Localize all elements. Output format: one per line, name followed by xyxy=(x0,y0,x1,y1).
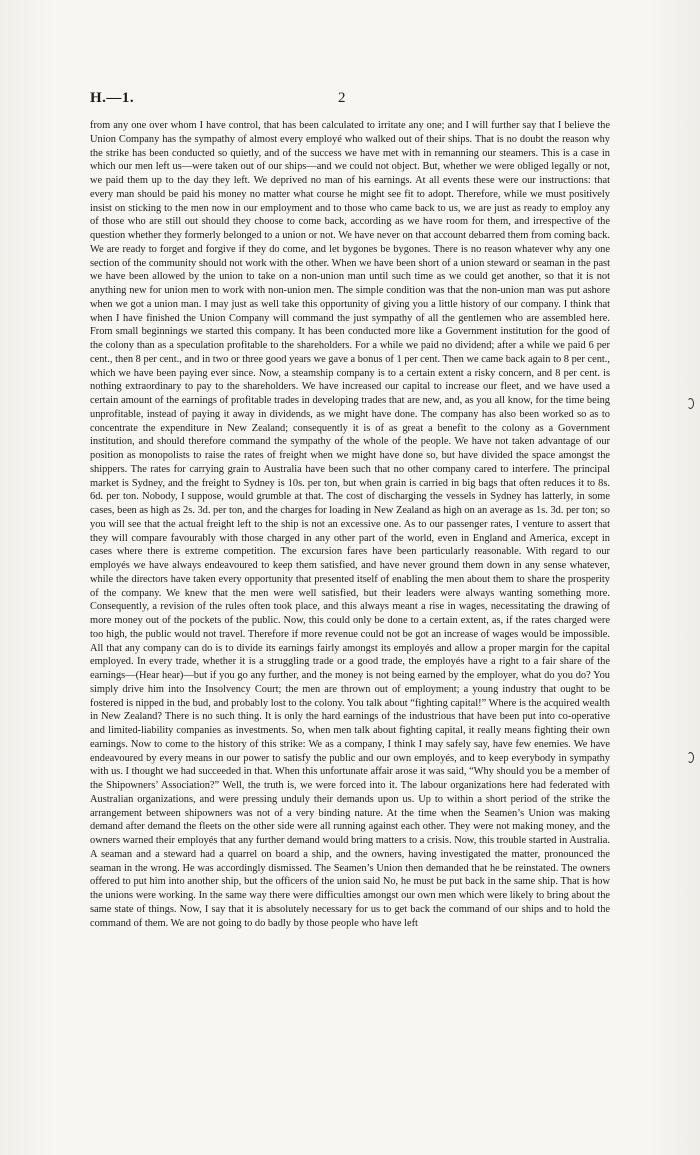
body-text xyxy=(90,119,610,930)
binding-hole-mark xyxy=(687,398,694,409)
document-reference: H.—1. xyxy=(90,90,135,106)
body-paragraph: from any one over whom I have control, that has been calculated to irritate any one; and I will further say that I believe the Union Company has the sympathy of almost every employé who walked out of their ships. That is no doubt the reason why the strike has been conducted so quietly, and of the success we have met with in remanning our steamers. This is a case in which our men left us—were taken out of our ships—and we could not object. But, whether we were obliged legally or not, we paid them up to the day they left. We deprived no man of his earnings. At all events these were our instructions: that every man should be paid his money no matter what course he might see fit to adopt. Therefore, while we must positively insist on sticking to the men now in our employment and to those who came back to us, we are just as ready to employ any of those who are still out should they choose to come back, according as we have room for them, and irrespective of the question whether they formerly belonged to a union or not. We have never on that account debarred them from coming back. We are ready to forget and forgive if they do come, and let bygones be bygones. There is no reason whatever why any one section of the community should not work with the other. When we have been short of a union steward or seaman in the past we have been allowed by the union to take on a non-union man until such time as we could get another, so that it is not anything new for union men to work with non-union men. The simple condition was that the non-union man was put ashore when we got a union man. I may just as well take this opportunity of giving you a little history of our company. I think that when I have finished the Union Company will command the just sympathy of all the gentlemen who are assembled here. From small beginnings we started this company. It has been conducted more like a Government institution for the good of the colony than as a speculation profitable to the shareholders. For a while we paid no dividend; after a while we paid 6 per cent., then 8 per cent., and in two or three good years we gave a bonus of 1 per cent. Then we came back again to 8 per cent., which we have been paying ever since. Now, a steamship company is to a certain extent a risky concern, and 8 per cent. is nothing extraordinary to pay to the shareholders. We have increased our capital to increase our fleet, and we have used a certain amount of the earnings of profitable trades in developing trades that are new, and, as you all know, for the time being unprofitable, instead of paying it away in dividends, as we might have done. The company has also been worked so as to concentrate the expenditure in New Zealand; consequently it is of as great a benefit to the colony as a Government institution, and should therefore command the sympathy of the whole of the people. We have not taken advantage of our position as monopolists to raise the rates of freight when we might have done so, but have divided the space amongst the shippers. The rates for carrying grain to Australia have been such that no other company cared to interfere. The principal market is Sydney, and the freight to Sydney is 10s. per ton, but when grain is carried in big bags that often reduces it to 8s. 6d. per ton. Nobody, I suppose, would grumble at that. The cost of discharging the vessels in Sydney has latterly, in some cases, been as high as 2s. 3d. per ton, and the charges for loading in New Zealand as high on an average as 1s. 3d. per ton; so you will see that the actual freight left to the ship is not an excessive one. As to our passenger rates, I venture to assert that they will compare favourably with those charged in any other part of the world, even in England and America, except in cases where there is extreme competition. The excursion fares have been particularly reasonable. With regard to our employés we have always endeavoured to keep them satisfied, and have never ground them down in any sense whatever, while the directors have taken every opportunity that presented itself of enabling the men about them to share the prosperity of the company. We knew that the men were well satisfied, but their leaders were always wanting something more. Consequently, a revision of the rules often took place, and this always meant a rise in wages, necessitating the drawing of more money out of the pockets of the public. Now, this could only be done to a certain extent, as, if the rates charged were too high, the public would not travel. Therefore if more revenue could not be got an increase of wages would be impossible. All that any company can do is to divide its earnings fairly amongst its employés and allow a proper margin for the capital employed. In every trade, whether it is a struggling trade or a good trade, the employés have a right to a fair share of the earnings—(Hear hear)—but if you go any further, and the money is not being earned by the employer, what do you do? You simply drive him into the Insolvency Court; the men are thrown out of employment; a young industry that ought to be fostered is nipped in the bud, and probably lost to the colony. You talk about “fighting capital!” Where is the acquired wealth in New Zealand? There is no such thing. It is only the hard earnings of the industrious that have been put into co-operative and limited-liability companies as investments. So, when men talk about fighting capital, it really means fighting their own earnings. Now to come to the history of this strike: We as a company, I think I may safely say, have few enemies. We have endeavoured by every means in our power to satisfy the public and our own employés, and to keep everybody in sympathy with us. I thought we had succeeded in that. When this unfortunate affair arose it was said, “Why should you be a member of the Shipowners’ Association?” Well, the truth is, we were forced into it. The labour organizations here had federated with Australian organizations, and were pressing unduly their demands upon us. Up to within a short period of the strike the arrangement between shipowners was not of a very binding nature. At the time when the Seamen’s Union was making demand after demand the fleets on the other side were all running against each other. They were not making money, and the owners warned their employés that any further demand would bring matters to a crisis. Now, this trouble started in Australia. A seaman and a steward had a quarrel on board a ship, and the owners, having investigated the matter, pronounced the seaman in the wrong. He was accordingly dismissed. The Seamen’s Union then demanded that he be reinstated. The owners offered to put him into another ship, but the officers of the union said No, he must be put back in the same ship. That is how the unions were working. In the same way there were difficulties amongst our own men which were likely to bring about the same state of things. Now, I say that it is absolutely necessary for us to get back the command of our ships and to hold the command of them. We are not going to do badly by those people who have left xyxy=(90,120,610,929)
binding-hole-mark xyxy=(687,752,694,763)
page-header xyxy=(90,90,610,114)
page-number: 2 xyxy=(338,90,346,106)
